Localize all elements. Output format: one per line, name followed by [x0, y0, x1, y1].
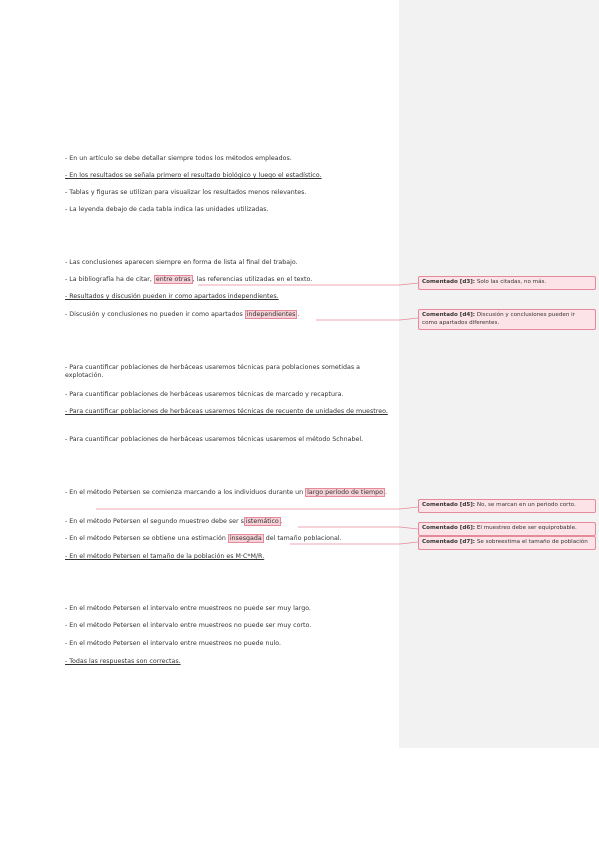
statement-text: - Discusión y conclusiones no pueden ir como apartados	[65, 311, 245, 318]
statement-line: - En un artículo se debe detallar siempre todos los métodos empleados.	[65, 155, 292, 162]
statement-line-correct: - En el método Petersen el tamaño de la población es M·C*M/R.	[65, 553, 265, 560]
comment-d5[interactable]	[418, 499, 596, 513]
statement-line: - En el método Petersen el intervalo entre muestreos no puede nulo.	[65, 640, 281, 647]
comment-d4[interactable]	[418, 309, 596, 330]
statement-line	[65, 535, 342, 543]
statement-line: - En el método Petersen el intervalo entre muestreos no puede ser muy corto.	[65, 622, 312, 629]
comment-text: El muestreo debe ser equiprobable.	[475, 525, 577, 531]
statement-line-correct: - En los resultados se señala primero el resultado biológico y luego el estadístico.	[65, 172, 322, 179]
statement-line: - Para cuantificar poblaciones de herbáceas usaremos técnicas de marcado y recaptura.	[65, 391, 344, 398]
statement-line: - La leyenda debajo de cada tabla indica las unidades utilizadas.	[65, 206, 269, 213]
statement-line	[65, 518, 283, 526]
statement-text: , las referencias utilizadas en el texto.	[192, 276, 313, 283]
statement-line-correct: - Para cuantificar poblaciones de herbáceas usaremos técnicas de recuento de unidades de muestreo.	[65, 408, 388, 415]
statement-line-correct: - Resultados y discusión pueden ir como apartados independientes.	[65, 293, 279, 300]
statement-line: - Las conclusiones aparecen siempre en forma de lista al final del trabajo.	[65, 259, 298, 266]
statement-line: - En el método Petersen el intervalo entre muestreos no puede ser muy largo.	[65, 605, 311, 612]
comment-text: Discusión y conclusiones pueden ir como apartados diferentes.	[422, 312, 576, 326]
commented-text-d3[interactable]: entre otras	[155, 276, 191, 283]
statement-line	[65, 489, 395, 497]
comment-d6[interactable]	[418, 522, 596, 536]
statement-text: - En el método Petersen el segundo muestreo debe ser s	[65, 518, 244, 525]
statement-line: - Para cuantificar poblaciones de herbáceas usaremos técnicas usaremos el método Schnabel.	[65, 436, 364, 443]
commented-text-d7[interactable]: insesgada	[229, 535, 262, 542]
comment-text: Solo las citadas, no más.	[475, 279, 547, 285]
statement-line: - Tablas y figuras se utilizan para visualizar los resultados menos relevantes.	[65, 189, 307, 196]
comment-text: No, se marcan en un periodo corto.	[475, 502, 576, 508]
comment-label: Comentado [d5]:	[422, 502, 476, 508]
comment-label: Comentado [d3]:	[422, 279, 476, 285]
comments-margin-pane	[399, 0, 599, 748]
commented-text-d6[interactable]: istemático	[245, 518, 279, 525]
statement-line-correct: - Todas las respuestas son correctas.	[65, 658, 181, 665]
statement-line	[65, 276, 312, 284]
commented-text-d4[interactable]: independientes	[246, 311, 296, 318]
statement-text: - En el método Petersen se comienza marcando a los individuos durante un	[65, 489, 306, 496]
comment-d3[interactable]	[418, 276, 596, 290]
statement-text: .	[280, 518, 283, 525]
commented-text-d5[interactable]: largo período de tiempo	[307, 489, 383, 496]
statement-text: del tamaño poblacional.	[263, 535, 342, 542]
comment-label: Comentado [d7]:	[422, 539, 476, 545]
statement-text: .	[297, 311, 300, 318]
statement-text: .	[384, 489, 387, 496]
comment-text: Se sobreestima el tamaño de población	[475, 539, 588, 545]
statement-line	[65, 311, 299, 319]
comment-label: Comentado [d6]:	[422, 525, 476, 531]
comment-label: Comentado [d4]:	[422, 312, 476, 318]
statement-line: - Para cuantificar poblaciones de herbáceas usaremos técnicas para poblaciones sometidas a explotación.	[65, 364, 361, 379]
statement-text: - La bibliografía ha de citar,	[65, 276, 154, 283]
comment-d7[interactable]	[418, 536, 596, 550]
statement-text: - En el método Petersen se obtiene una estimación	[65, 535, 228, 542]
